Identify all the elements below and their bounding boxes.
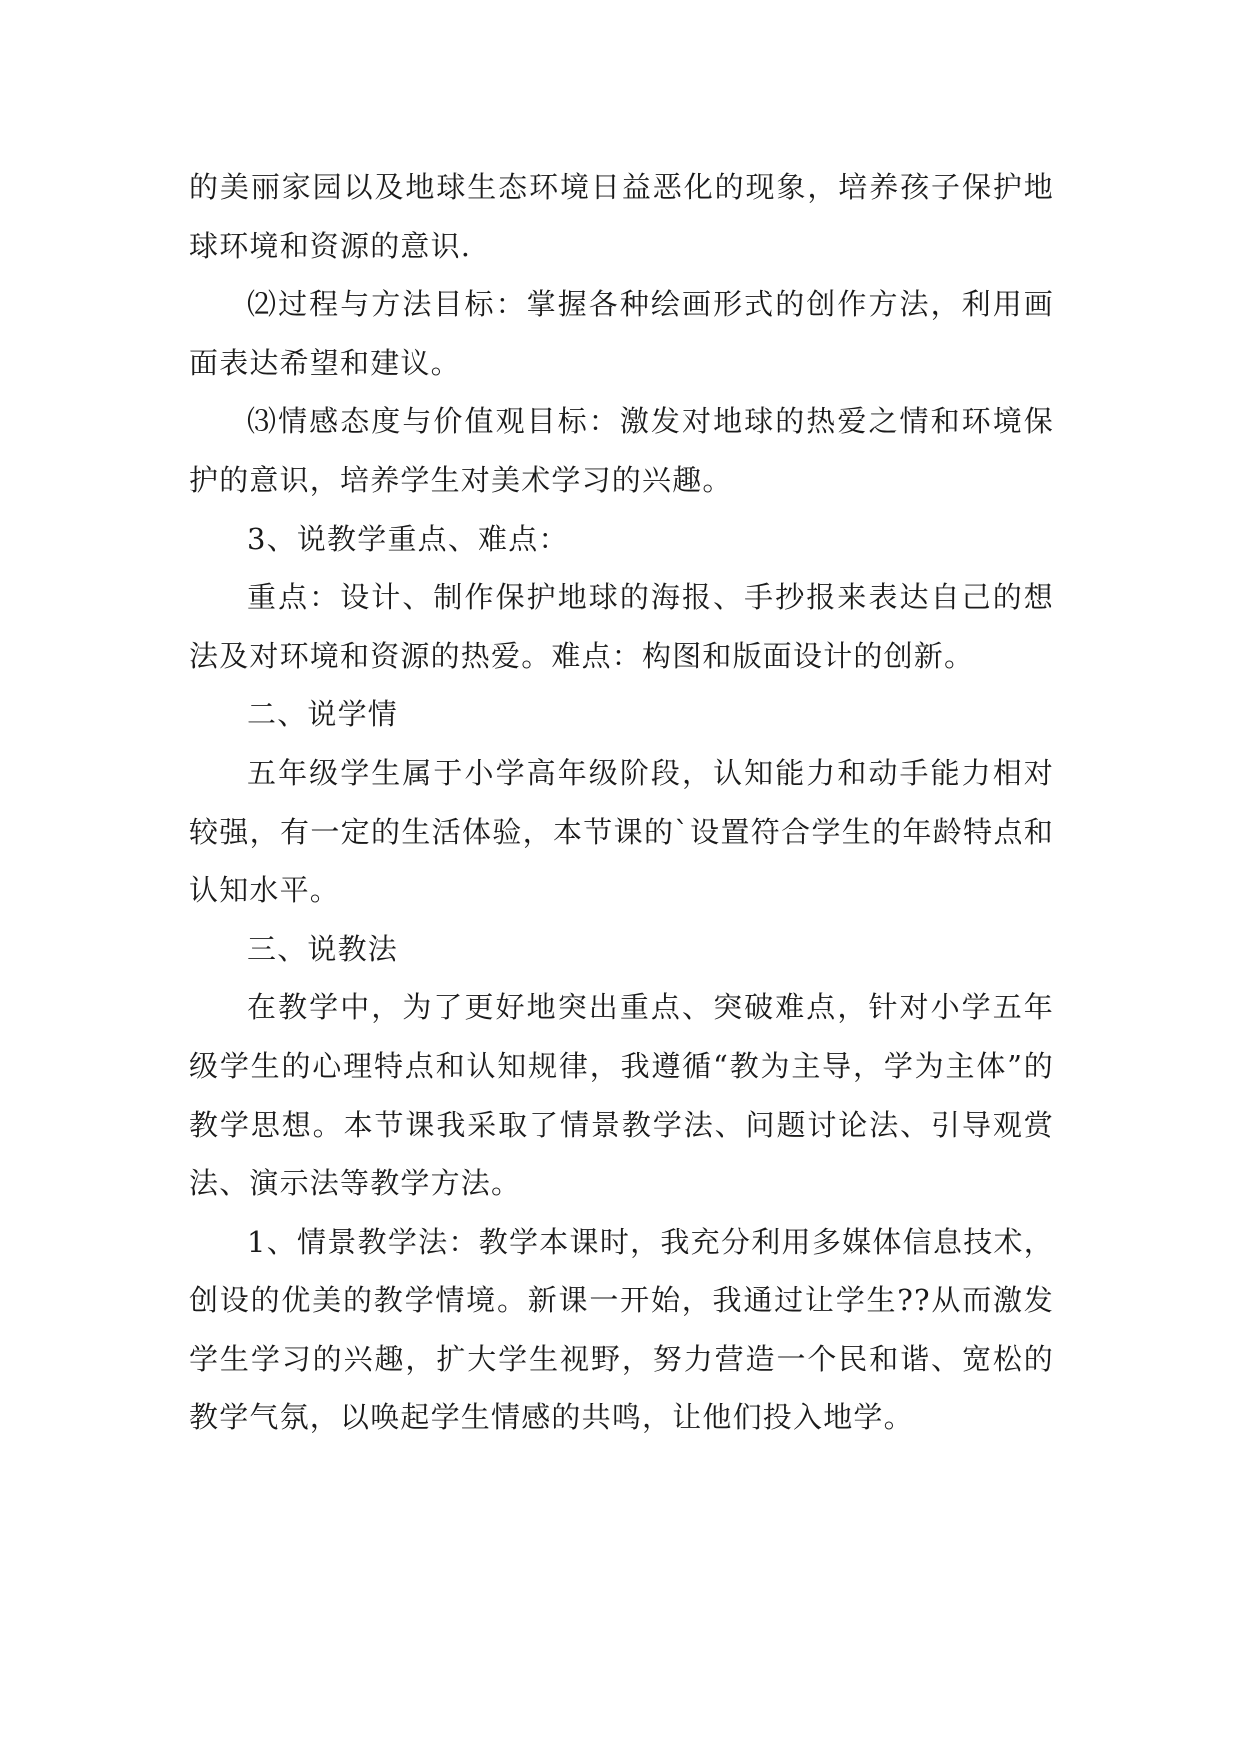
paragraph-situational-teaching: 1、情景教学法：教学本课时，我充分利用多媒体信息技术，创设的优美的教学情境。新课一开始，我通过让学生??从而激发学生学习的兴趣，扩大学生视野，努力营造一个民和谐、宽松的教学气氛，以唤起学生情感的共鸣，让他们投入地学。 [189,1224,1054,1435]
heading-key-difficult-points: 3、说教学重点、难点： [247,521,569,556]
paragraph-emotion-value-goal: ⑶情感态度与价值观目标：激发对地球的热爱之情和环境保护的意识，培养学生对美术学习的兴趣。 [189,404,1054,497]
heading-teaching-methods: 三、说教法 [247,931,399,966]
heading-student-analysis: 二、说学情 [247,697,399,732]
paragraph-student-analysis: 五年级学生属于小学高年级阶段，认知能力和动手能力相对较强，有一定的生活体验，本节课的`设置符合学生的年龄特点和认知水平。 [189,755,1054,908]
paragraph-teaching-methods: 在教学中，为了更好地突出重点、突破难点，针对小学五年级学生的心理特点和认知规律，我遵循“教为主导，学为主体”的教学思想。本节课我采取了情景教学法、问题讨论法、引导观赏法、演示法等教学方法。 [189,990,1054,1201]
paragraph-process-method-goal: ⑵过程与方法目标：掌握各种绘画形式的创作方法，利用画面表达希望和建议。 [189,287,1054,380]
paragraph-1: 的美丽家园以及地球生态环境日益恶化的现象，培养孩子保护地球环境和资源的意识. [189,170,1054,263]
document-body [189,158,1054,1447]
paragraph-key-difficult-points: 重点：设计、制作保护地球的海报、手抄报来表达自己的想法及对环境和资源的热爱。难点：构图和版面设计的创新。 [189,580,1054,673]
